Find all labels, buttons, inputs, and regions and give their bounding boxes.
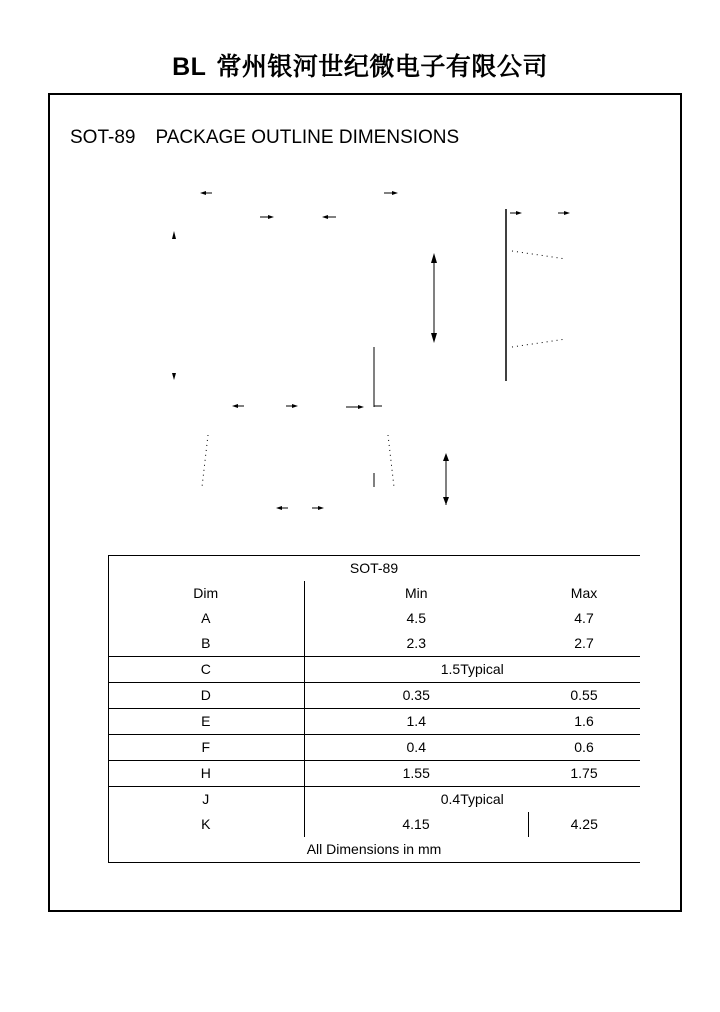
cell-dim: B [108, 631, 304, 657]
header-max: Max [570, 585, 598, 601]
side-trace-bottom [512, 339, 566, 347]
table-title: SOT-89 [108, 556, 640, 582]
company-name: 常州银河世纪微电子有限公司 [216, 53, 548, 81]
dimension-arrow-top-left [200, 191, 212, 195]
cell-min: 4.5 [406, 610, 426, 626]
dimension-arrow-tab-right [322, 215, 336, 219]
dimension-arrow-height [443, 453, 449, 505]
table-row [108, 657, 640, 683]
document-header [0, 50, 720, 84]
table-row [108, 787, 640, 813]
lead-trace-right [388, 435, 394, 487]
dimension-arrow-bottom [276, 506, 324, 510]
package-name: SOT-89 [70, 127, 136, 148]
cell-max: 1.6 [528, 709, 640, 735]
header-dim: Dim [108, 581, 304, 606]
cell-min: 4.15 [304, 812, 528, 837]
dimension-arrow-tab-left [260, 215, 274, 219]
table-row [108, 812, 640, 837]
header-min: Min [404, 585, 428, 601]
outline-title: PACKAGE OUTLINE DIMENSIONS [155, 127, 460, 148]
dimension-arrow-top-right [384, 191, 398, 195]
cell-max: 1.75 [528, 761, 640, 787]
table-row [108, 735, 640, 761]
cell-min: 2.3 [304, 631, 528, 657]
cell-dim: E [108, 709, 304, 735]
cell-typical: 0.4Typical [440, 791, 504, 807]
cell-dim: A [108, 606, 304, 631]
table-row [108, 709, 640, 735]
cell-min: 1.4 [304, 709, 528, 735]
cell-dim: D [108, 683, 304, 709]
table-footer-row [108, 837, 640, 863]
side-trace-top [512, 251, 566, 259]
cell-min: 1.55 [304, 761, 528, 787]
table-left-border [108, 555, 109, 863]
table-row [108, 606, 640, 631]
cell-min: 0.35 [304, 683, 528, 709]
drawing-frame [48, 93, 682, 912]
table-row [108, 631, 640, 657]
dimension-arrow-left-down [172, 373, 176, 380]
table-row [108, 683, 640, 709]
dimension-arrow-lead-right [346, 405, 382, 409]
table-row [108, 761, 640, 787]
side-view-profile [506, 209, 570, 381]
cell-dim: C [108, 657, 304, 683]
table-footer: All Dimensions in mm [108, 837, 640, 863]
cell-dim: J [108, 787, 304, 813]
dimensions-table [108, 555, 640, 863]
brand-logo-text: BL [172, 53, 207, 81]
table-header-row [108, 581, 640, 606]
cell-min: 0.4 [304, 735, 528, 761]
lead-trace-left [202, 435, 208, 487]
cell-max: 2.7 [528, 631, 640, 657]
cell-dim: F [108, 735, 304, 761]
dimension-arrow-lead-left [232, 404, 298, 408]
table-title-row [108, 556, 640, 582]
cell-typical: 1.5Typical [304, 657, 640, 683]
cell-dim: K [108, 812, 304, 837]
dimension-line-vertical [431, 253, 437, 343]
dimension-arrow-left-up [172, 231, 176, 239]
cell-max: 4.7 [574, 610, 594, 626]
cell-dim: H [108, 761, 304, 787]
package-outline-drawing [50, 95, 680, 545]
cell-max: 4.25 [570, 816, 598, 832]
cell-max: 0.6 [528, 735, 640, 761]
cell-max: 0.55 [528, 683, 640, 709]
